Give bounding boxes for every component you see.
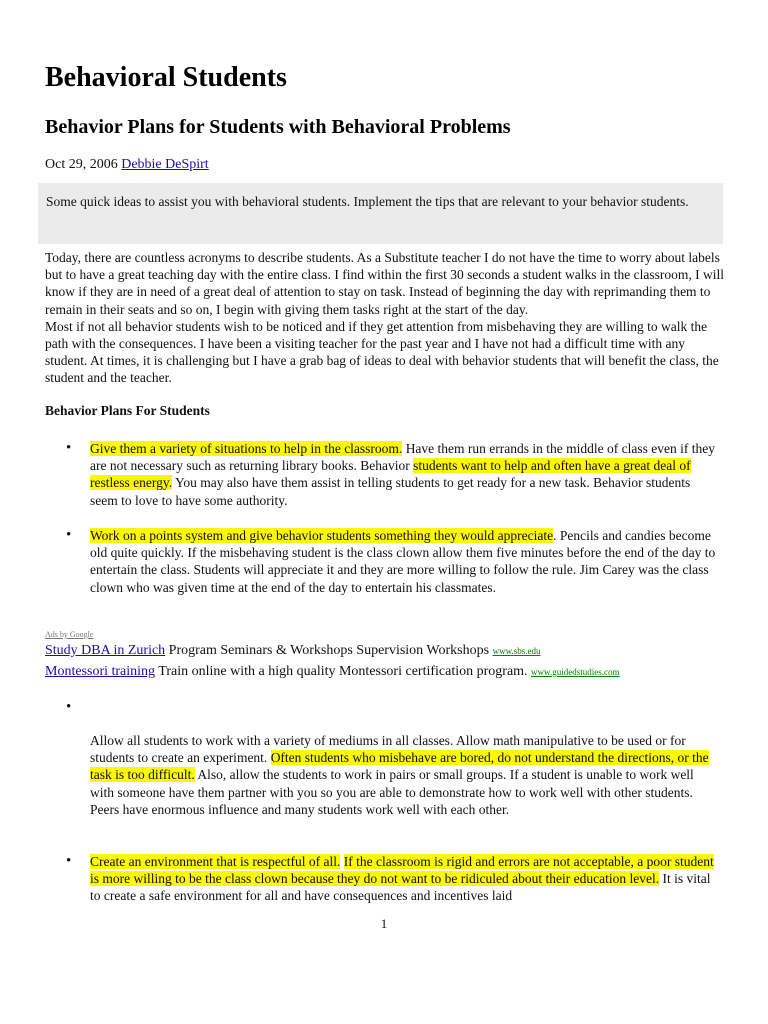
- highlighted-text: Often students who misbehave are bored, do not understand the directions, or the task is too difficult.: [90, 750, 709, 783]
- list-item: [90, 853, 720, 905]
- ads-label[interactable]: Ads by Google: [45, 630, 94, 639]
- highlighted-text: Create an environment that is respectful of all.: [90, 854, 341, 869]
- list-item: [90, 527, 720, 596]
- bullet-marker: •: [66, 440, 72, 456]
- list-item: [90, 440, 720, 509]
- ad-url[interactable]: www.sbs.edu: [492, 646, 541, 656]
- bullet-marker: •: [66, 699, 72, 715]
- page-number: 1: [380, 916, 388, 931]
- article-meta: [45, 157, 209, 173]
- section-heading: Behavior Plans For Students: [45, 403, 210, 418]
- list-item-text: It is vital to create a safe environment for all and have consequences and incentives laid: [90, 871, 711, 904]
- article-subtitle: Behavior Plans for Students with Behavioral Problems: [45, 116, 511, 138]
- bullet-marker: •: [66, 527, 72, 543]
- ad-text: Program Seminars & Workshops Supervision Workshops: [165, 643, 493, 658]
- list-item-text: . Pencils and candies become old quite quickly. If the misbehaving student is the class clown allow them five minutes before the end of the day to entertain the class. Students will appreciate it and they are more willing to follow the rule. Jim Carey was the class clown who was given time at the end of the day to entertain his classmates.: [90, 528, 716, 595]
- intro-text: Today, there are countless acronyms to describe students. As a Substitute teacher I do not have the time to worry about labels but to have a great teaching day with the entire class. I find within the first 30 seconds a student walks in the classroom, I will know if they are in need of a great deal of attention to stay on task. Instead of beginning the day with reprimanding them to remain in their seats and so on, I begin with giving them tasks right at the start of the day.: [45, 250, 724, 317]
- author-link[interactable]: Debbie DeSpirt: [121, 157, 209, 172]
- article-date: Oct 29, 2006: [45, 157, 118, 172]
- intro-paragraph: [45, 249, 725, 387]
- list-item-text: Also, allow the students to work in pairs or small groups. If a student is unable to work well with someone have them partner with you so you are able to demonstrate how to work well with other students. Peers have enormous influence and many students work well with each other.: [90, 767, 694, 817]
- ad-item: [45, 642, 541, 660]
- highlighted-text: Work on a points system and give behavior students something they would appreciate: [90, 528, 554, 543]
- page-title: Behavioral Students: [45, 62, 287, 93]
- bullet-marker: •: [66, 853, 72, 869]
- highlighted-text: students want to help and often have a great deal of restless energy.: [90, 458, 691, 491]
- ad-text: Train online with a high quality Montessori certification program.: [155, 664, 532, 679]
- article-summary: Some quick ideas to assist you with behavioral students. Implement the tips that are relevant to your behavior students.: [38, 183, 723, 244]
- ad-link[interactable]: Montessori training: [45, 664, 156, 679]
- list-item-text: You may also have them assist in telling students to get ready for a new task. Behavior students seem to love to have some authority.: [90, 475, 691, 508]
- list-item-text: Allow all students to work with a variety of mediums in all classes. Allow math manipulative to be used or for students to create an experiment.: [90, 733, 686, 766]
- highlighted-text: Give them a variety of situations to help in the classroom.: [90, 441, 403, 456]
- ad-url[interactable]: www.guidedstudies.com: [531, 667, 620, 677]
- list-item: [90, 732, 720, 818]
- ad-item: [45, 663, 619, 681]
- highlighted-text: If the classroom is rigid and errors are not acceptable, a poor student is more willing to be the class clown because they do not want to be ridiculed about their education level.: [90, 854, 714, 887]
- ad-link[interactable]: Study DBA in Zurich: [45, 643, 166, 658]
- intro-text-2: Most if not all behavior students wish to be noticed and if they get attention from misbehaving they are willing to walk the path with the consequences. I have been a visiting teacher for the past year and I have not had a difficult time with any student. At times, it is challenging but I have a grab bag of ideas to deal with behavior students that will benefit the class, the student and the teacher.: [45, 318, 719, 386]
- list-item-text: Have them run errands in the middle of class even if they are not necessary such as returning library books. Behavior: [90, 441, 715, 474]
